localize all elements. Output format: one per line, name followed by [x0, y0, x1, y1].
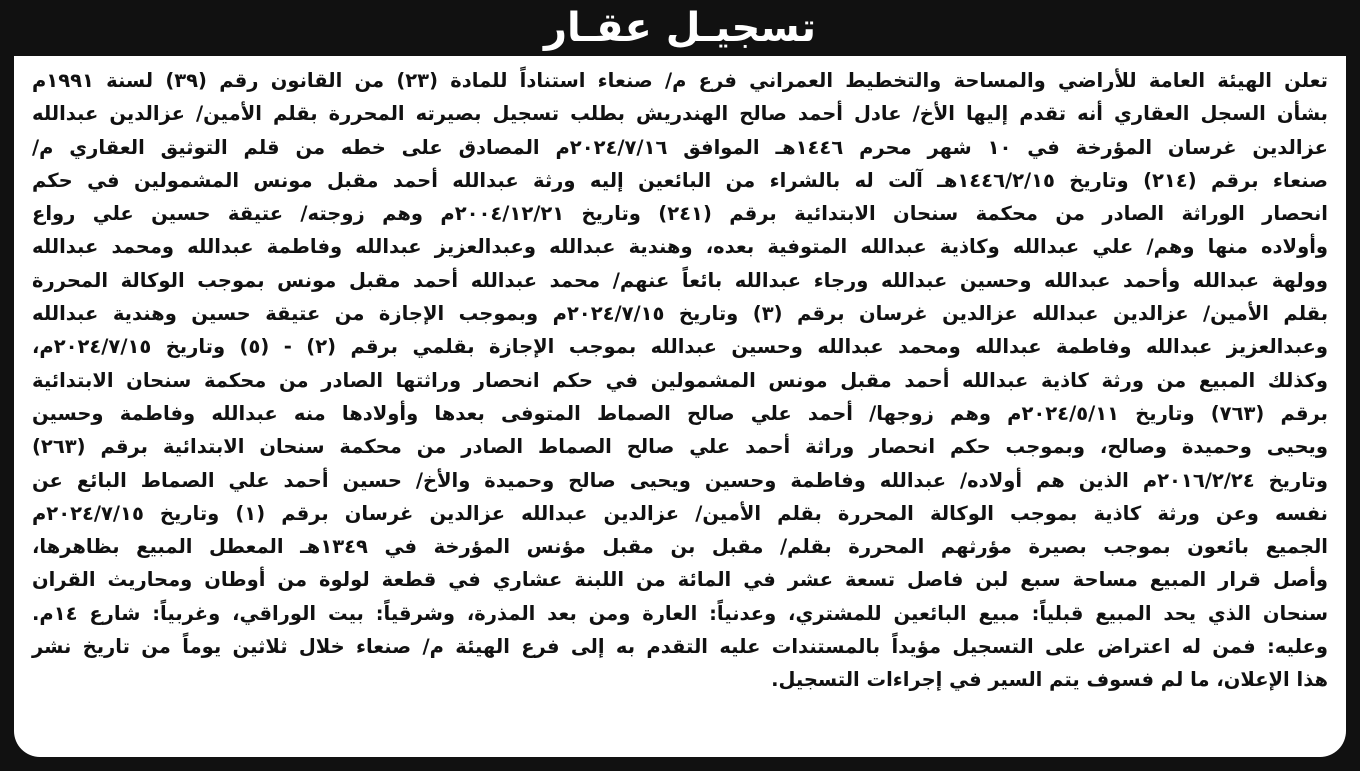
notice-line: عزالدين غرسان المؤرخة في ١٠ شهر محرم ١٤٤٦هـ الموافق ٢٠٢٤/٧/١٦م المصادق على خطه من قلم التوثيق العقاري م/: [32, 135, 1328, 159]
notice-line: انحصار الوراثة الصادر من محكمة سنحان الابتدائية برقم (٢٤١) وتاريخ ٢٠٠٤/١٢/٢١م وهم زوجته/ عتيقة حسين علي رواع: [32, 202, 1328, 226]
notice-line: صنعاء برقم (٢١٤) وتاريخ ١٤٤٦/٢/١٥هـ آلت له بالشراء من البائعين إليه ورثة عبدالله أحمد مقبل مونس المشمولين في حكم: [32, 168, 1329, 192]
notice-line: وولهة عبدالله وأحمد عبدالله وحسين عبدالله ورجاء عبدالله بائعاً عنهم/ محمد عبدالله أحمد مقبل مونس بموجب الوكالة المحررة: [32, 268, 1328, 292]
notice-line: برقم (٧٦٣) وتاريخ ٢٠٢٤/٥/١١م وهم زوجها/ أحمد علي صالح الصماط المتوفى بعدها وأولادها منه عبدالله وفاطمة وحسين: [32, 401, 1328, 425]
notice-line: الجميع بائعون بموجب بصيرة مؤرثهم المحررة بقلم/ مقبل بن مقبل مؤنس المؤرخة في ١٣٤٩هـ المعطل المبيع بظاهرها،: [32, 535, 1328, 559]
notice-line: هذا الإعلان، ما لم فسوف يتم السير في إجراءات التسجيل.: [771, 668, 1328, 692]
notice-line: وأصل قرار المبيع مساحة سبع لبن فاصل تسعة عشر في المائة من اللبنة عشاري في قطعة لولوة من أوطان ومحاريث القران: [32, 568, 1328, 592]
notice-line: وتاريخ ٢٠١٦/٢/٢٤م الذين هم أولاده/ عبدالله وفاطمة وحسين ويحيى صالح وحميدة والأخ/ حسين أحمد علي الصماط البائع عن: [32, 468, 1328, 492]
notice-line: نفسه وعن ورثة كاذية بموجب الوكالة المحررة بقلم الأمين/ عزالدين عبدالله عزالدين غرسان برقم (١) وتاريخ ٢٠٢٤/٧/١٥م: [32, 501, 1329, 525]
notice-line: ويحيى وحميدة وصالح، وبموجب حكم انحصار وراثة أحمد علي صالح الصماط الصادر من محكمة سنحان الابتدائية برقم (٢٦٣): [32, 435, 1328, 459]
notice-line: سنحان الذي يحد المبيع قبلياً: مبيع البائعين للمشتري، وعدنياً: العارة ومن بعد المذرة، وشرقياً: بيت الوراقي، وغربياً: شارع ١٤م.: [32, 601, 1328, 625]
notice-title: تسجيـل عقـار: [544, 5, 817, 51]
notice-line: بشأن السجل العقاري أنه تقدم إليها الأخ/ عادل أحمد صالح الهندريش بطلب تسجيل بصيرته المحررة بقلم الأمين/ عزالدين عبدالله: [32, 102, 1328, 126]
notice-body-panel: [14, 56, 1346, 757]
notice-line: وكذلك المبيع من ورثة كاذية عبدالله أحمد مقبل مونس المشمولين في حكم انحصار وراثتها الصادر من محكمة سنحان الابتدائية: [32, 368, 1328, 392]
notice-line: بقلم الأمين/ عزالدين عبدالله عزالدين غرسان برقم (٣) وتاريخ ٢٠٢٤/٧/١٥م وبموجب الإجازة من عتيقة حسين وهندية عبدالله: [32, 302, 1329, 326]
notice-body-text: [32, 64, 1328, 697]
notice-line: وعليه: فمن له اعتراض على التسجيل مؤيداً بالمستندات عليه التقدم به إلى فرع الهيئة م/ صنعاء خلال ثلاثين يوماً من تاريخ نشر: [32, 635, 1328, 659]
notice-line: وعبدالعزيز عبدالله وفاطمة عبدالله ومحمد عبدالله وحسين عبدالله بموجب الإجازة بقلمي برقم (٢) - (٥) وتاريخ ٢٠٢٤/٧/١٥م،: [32, 335, 1328, 359]
notice-line: تعلن الهيئة العامة للأراضي والمساحة والتخطيط العمراني فرع م/ صنعاء استناداً للمادة (٢٣) من القانون رقم (٣٩) لسنة ١٩٩١م: [32, 69, 1328, 92]
title-banner: [0, 0, 1360, 56]
notice-line: وأولاده منها وهم/ علي عبدالله وكاذية عبدالله المتوفية بعده، وهندية عبدالله وعبدالعزيز عبدالله وفاطمة عبدالله ومحمد عبدالله: [32, 235, 1328, 259]
